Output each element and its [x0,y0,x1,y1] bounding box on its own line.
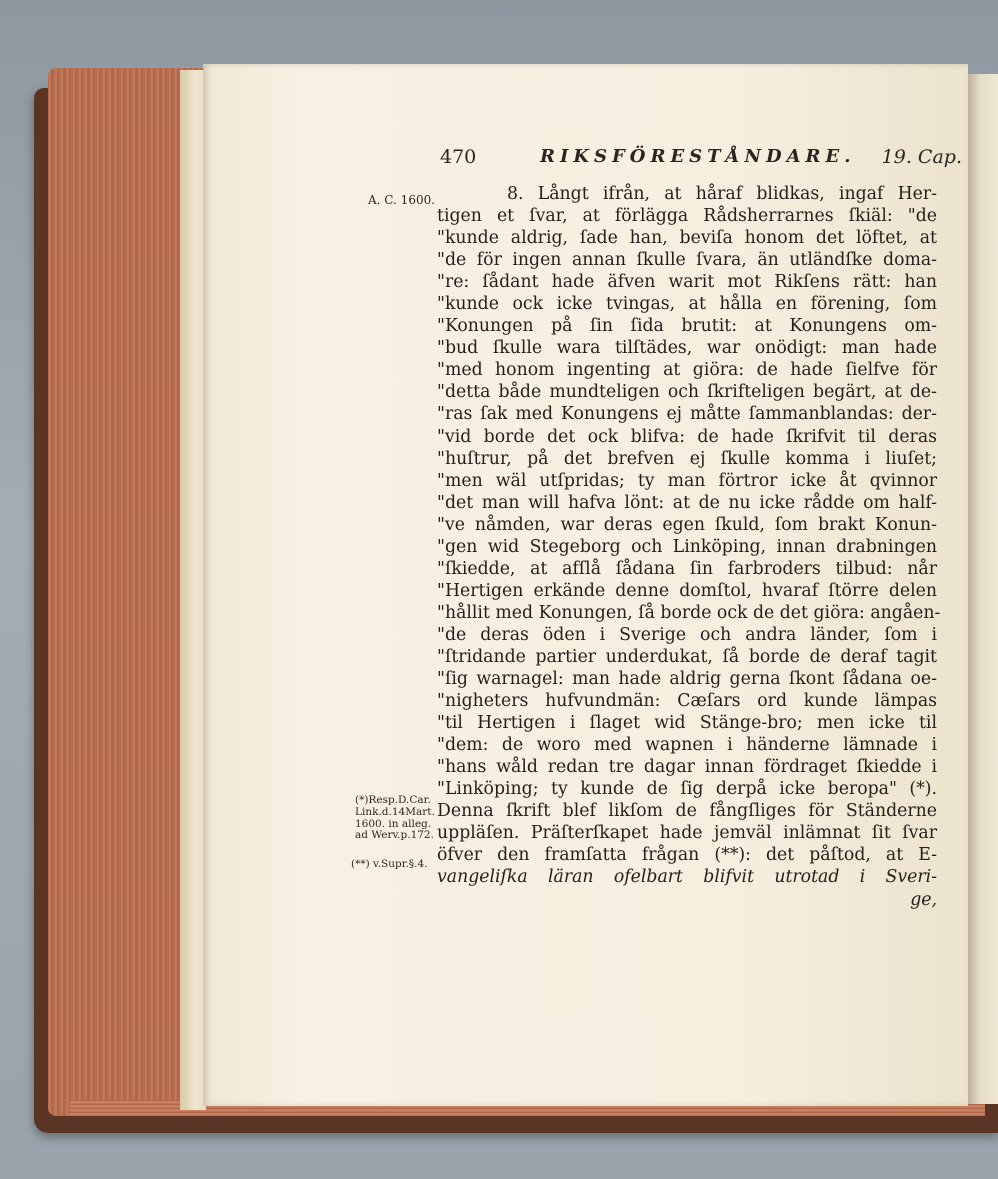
text-line: "det man will hafva lönt: at de nu icke rådde om half- [437,492,937,513]
text-line: "hållit med Konungen, ſå borde ock de det giöra: angåen- [437,602,941,623]
text-line: "ſig warnagel: man hade aldrig gerna ſkont ſådana oe- [437,669,937,690]
text-line: ge, [910,889,937,910]
text-line: "huſtrur, på det brefven ej ſkulle komma i liuſet; [437,448,937,469]
text-line: "vid borde det ock blifva: de hade ſkrifvit til deras [437,426,937,447]
margin-note-2: (**) v.Supr.§.4. [351,858,428,870]
running-head [440,146,962,176]
text-line: "ſkiedde, at afſlå ſådana ſin farbroders tilbud: når [437,558,937,579]
text-line: "gen wid Stegeborg och Linköping, innan drabningen [437,536,937,557]
text-line: "bud ſkulle wara tilſtädes, war onödigt: man hade [437,338,937,359]
body-text [437,183,941,911]
margin-note-line: Link.d.14Mart. [355,805,435,818]
text-line: "med honom ingenting at giöra: de hade ſielfve för [437,360,937,381]
text-line: "kunde aldrig, ſade han, beviſa honom det löftet, at [437,228,937,249]
page-number: 470 [440,146,477,168]
text-line: "men wäl utſpridas; ty man förtror icke åt qvinnor [437,470,937,491]
text-line: "detta både mundteligen och ſkrifteligen begärt, at de- [437,382,937,403]
text-line: "de deras öden i Sverige och andra länder, ſom i [437,624,937,645]
text-line: Denna ſkrift blef likſom de fångſliges för Ständerne [437,801,937,822]
text-line: "Hertigen erkände denne domſtol, hvaraf ſtörre delen [437,580,937,601]
running-title: RIKSFÖRESTÅNDARE. [540,146,856,167]
text-line: 8. Långt ifrån, at håraf blidkas, ingaf Her- [507,184,937,204]
margin-note-1 [355,795,437,842]
text-line: vangeliſka läran ofelbart blifvit utrotad i Sveri- [437,867,937,888]
text-line: tigen et ſvar, at förlägga Rådsherrarnes ſkiäl: "de [437,206,937,227]
text-line: "hans wåld redan tre dagar innan fördraget ſkiedde i [437,757,937,778]
margin-note-line: ad Werv.p.172. [355,829,434,842]
margin-note-line: (*)Resp.D.Car. [355,794,431,806]
text-line: "ve nåmden, war deras egen ſkuld, ſom brakt Konun- [437,514,937,535]
text-line: "de för ingen annan ſkulle ſvara, än utländſke doma- [437,250,937,271]
text-line: "til Hertigen i ſlaget wid Stänge-bro; men icke til [437,713,937,734]
text-line: uppläſen. Präſterſkapet hade jemväl inlämnat ſit ſvar [437,823,937,844]
text-line: "kunde ock icke tvingas, at hålla en förening, ſom [437,294,937,315]
text-line: "ras ſak med Konungens ej måtte ſammanblandas: der- [437,404,937,425]
text-line: "re: ſådant hade äfven warit mot Rikſens rätt: han [437,272,937,293]
margin-year: A. C. 1600. [368,193,436,207]
chapter-label: 19. Cap. [881,146,962,168]
text-line: "dem: de woro med wapnen i händerne lämnade i [437,735,937,756]
text-line: "Linköping; ty kunde de ſig derpå icke beropa" (*). [437,779,937,800]
next-page-edge [968,74,998,1104]
margin-note-line: 1600. in alleg. [355,817,432,830]
text-line: "Konungen på ſin ſida brutit: at Konungens om- [437,316,937,337]
text-line: öfver den framſatta frågan (**): det påſtod, at E- [437,845,937,866]
text-line: "ſtridande partier underdukat, ſå borde de deraf tagit [437,646,937,667]
text-line: "nigheters hufvundmän: Cæſars ord kunde lämpas [437,691,937,712]
